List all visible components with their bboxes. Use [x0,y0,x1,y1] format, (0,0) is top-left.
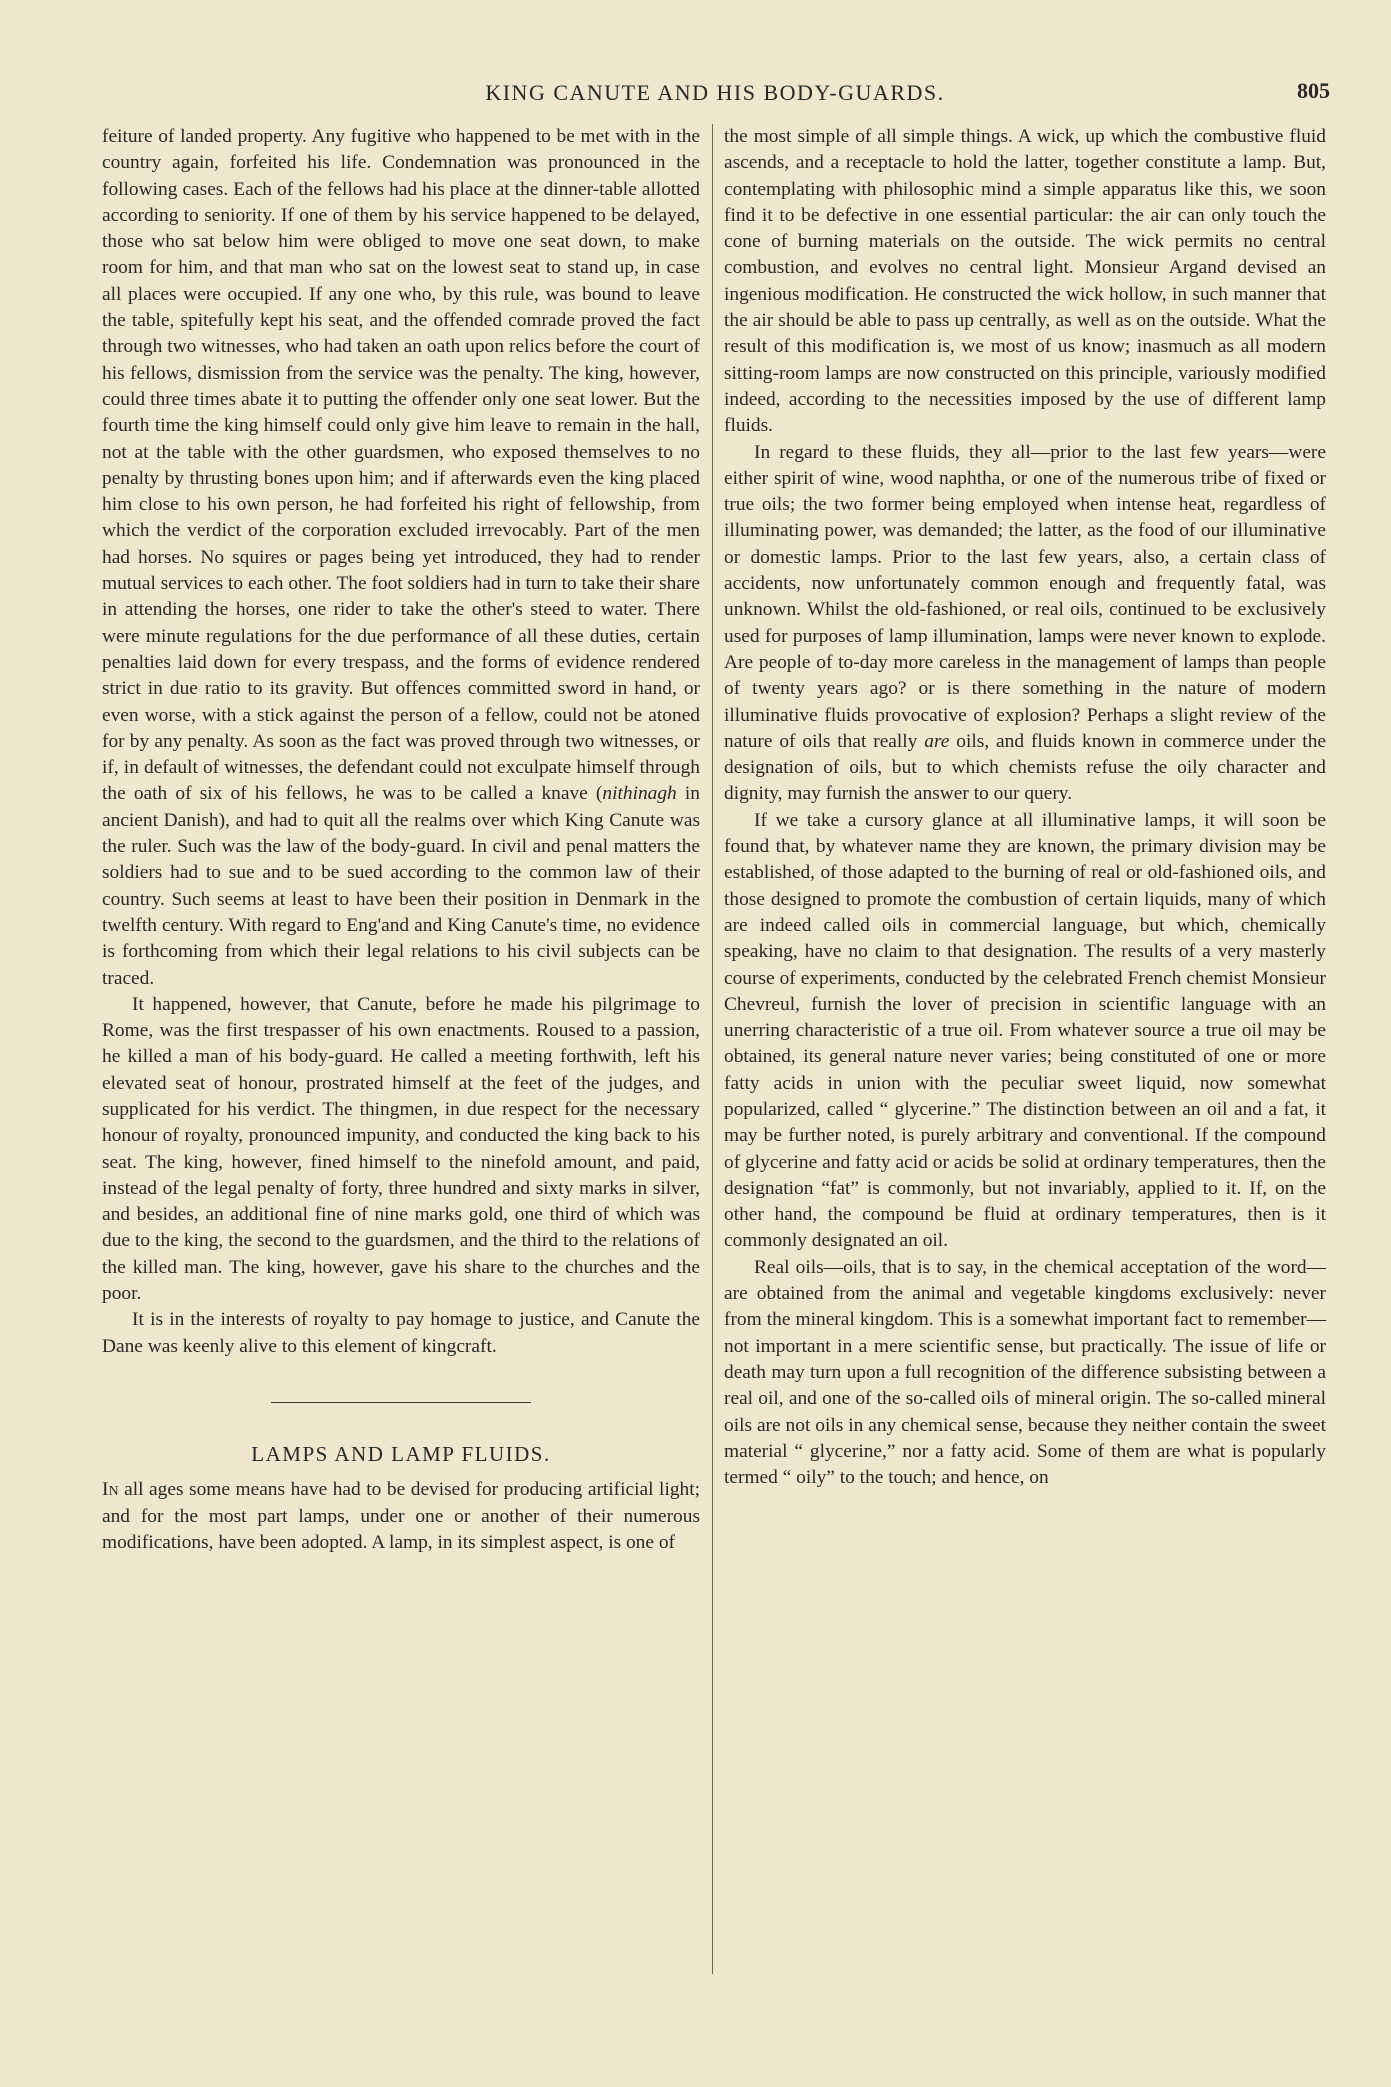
text-run: feiture of landed property. Any fugitive who happened to be met with in the country again, forfeited his life. Condemnation was pronounced in the following cases. Each of the fellows had his place at the dinner-table allotted according to seniority. If one of them by his service happened to be delayed, those who sat below him were obliged to move one seat down, to make room for him, and that man who sat on the lowest seat to stand up, in case all places were occupied. If any one who, by this rule, was bound to leave the table, spitefully kept his seat, and the offended comrade proved the fact through two witnesses, who had taken an oath upon relics before the court of his fellows, dismission from the service was the penalty. The king, however, could three times abate it to putting the offender only one seat lower. But the fourth time the king himself could only give him leave to remain in the hall, not at the table with the other guardsmen, who exposed themselves to no penalty by thrusting bones upon him; and if afterwards even the king placed him close to his own person, he had forfeited his right of fellowship, from which the verdict of the corporation excluded irrevocably. Part of the men had horses. No squires or pages being yet introduced, they had to render mutual services to each other. The foot soldiers had in turn to take their share in attending the horses, one rider to take the other's steed to water. There were minute regulations for the due performance of all these duties, certain penalties laid down for every trespass, and the forms of evidence rendered strict in due ratio to its gravity. But offences committed sword in hand, or even worse, with a stick against the person of a fellow, could not be atoned for by any penalty. As soon as the fact was proved through two witnesses, or if, in default of witnesses, the defendant could not exculpate himself through the oath of six of his fellows, he was to be called a knave ( [102,126,700,805]
section-heading: LAMPS AND LAMP FLUIDS. [251,1441,551,1466]
paragraph [724,440,1326,808]
paragraph [102,1477,700,1556]
column-rule [712,124,713,1974]
text-run: in ancient Danish), and had to quit all the realms over which King Canute was the ruler. Such was the law of the body-guard. In civil and penal matters the soldiers had to sue and to be sued according to the common law of their country. Such seems at least to have been their position in Denmark in the twelfth century. With regard to Eng'and and King Canute's time, no evidence is forthcoming from which their legal relations to his civil subjects can be traced. [102,783,700,989]
paragraph [102,124,700,992]
paragraph: It happened, however, that Canute, before he made his pilgrimage to Rome, was the first trespasser of his own enactments. Roused to a passion, he killed a man of his body-guard. He called a meeting forthwith, left his elevated seat of honour, prostrated himself at the feet of the judges, and supplicated for his verdict. The thingmen, in due respect for the necessary honour of royalty, pronounced impunity, and conducted the king back to his seat. The king, however, fined himself to the ninefold amount, and paid, instead of the legal penalty of forty, three hundred and sixty marks in silver, and besides, an additional fine of nine marks gold, one third of which was due to the king, the second to the guardsmen, and the third to the relations of the killed man. The king, however, gave his share to the churches and the poor. [102,993,700,1305]
drop-lead: In [102,1479,119,1501]
text-run: oils, and fluids known in commerce under the designation of oils, but to which chemists refuse the oily character and dignity, may furnish the answer to our query. [724,730,1326,805]
paragraph: Real oils—oils, that is to say, in the chemical acceptation of the word—are obtained from the animal and vegetable kingdoms exclusively: never from the mineral kingdom. This is a somewhat important fact to remember—not important in a mere scientific sense, but practically. The issue of life or death may turn upon a full recognition of the difference subsisting between a real oil, and one of the so-called oils of mineral origin. The so-called mineral oils are not oils in any chemical sense, because they neither contain the sweet material “ glycerine,” nor a fatty acid. Some of them are what is popularly termed “ oily” to the touch; and hence, on [724,1256,1326,1489]
section-divider [271,1402,531,1403]
paragraph: the most simple of all simple things. A wick, up which the combustive fluid ascends, and a receptacle to hold the latter, together constitute a lamp. But, contemplating with philosophic mind a simple apparatus like this, we soon find it to be defective in one essential particular: the air can only touch the cone of burning materials on the outside. The wick permits no central combustion, and evolves no central light. Monsieur Argand devised an ingenious modification. He constructed the wick hollow, in such manner that the air should be able to pass up centrally, as well as on the outside. What the result of this modification is, we most of us know; inasmuch as all modern sitting-room lamps are now constructed on this principle, variously modified indeed, according to the necessities imposed by the use of different lamp fluids. [724,126,1326,437]
paragraph: If we take a cursory glance at all illuminative lamps, it will soon be found that, by whatever name they are known, the primary division may be established, of those adapted to the burning of real or old-fashioned oils, and those designed to promote the combustion of certain liquids, many of which are indeed called oils in commercial language, but which, chemically speaking, have no claim to that designation. The results of a very masterly course of experiments, conducted by the celebrated French chemist Monsieur Chevreul, furnish the lover of precision in scientific language with an unerring characteristic of a true oil. From whatever source a true oil may be obtained, its general nature never varies; being constituted of one or more fatty acids in union with the peculiar sweet liquid, now somewhat popularized, called “ glycerine.” The distinction between an oil and a fat, it may be further noted, is purely arbitrary and conventional. If the compound of glycerine and fatty acid or acids be solid at ordinary temperatures, then the designation “fat” is commonly, but not invariably, applied to it. If, on the other hand, the compound be fluid at ordinary temperatures, then is it commonly designated an oil. [724,809,1326,1252]
page-number: 805 [1297,78,1330,103]
right-column [724,124,1326,1491]
running-title: KING CANUTE AND HIS BODY-GUARDS. [485,80,945,105]
paragraph: It is in the interests of royalty to pay homage to justice, and Canute the Dane was keenly alive to this element of kingcraft. [102,1309,700,1357]
text-run: all ages some means have had to be devised for producing artificial light; and for the most part lamps, under one or another of their numerous modifications, have been adopted. A lamp, in its simplest aspect, is one of [102,1479,700,1553]
italic-term: nithinagh [602,783,677,805]
running-head [100,78,1330,108]
left-column [102,124,700,1556]
text-run: In regard to these fluids, they all—prior to the last few years—were either spirit of wine, wood naphtha, or one of the numerous tribe of fixed or true oils; the two former being employed when intense heat, regardless of illuminating power, was demanded; the latter, as the food of our illuminative or domestic lamps. Prior to the last few years, also, a certain class of accidents, now unfortunately common enough and frequently fatal, was unknown. Whilst the old-fashioned, or real oils, continued to be exclusively used for purposes of lamp illumination, lamps were never known to explode. Are people of to-day more careless in the management of lamps than people of twenty years ago? or is there something in the nature of modern illuminative fluids provocative of explosion? Perhaps a slight review of the nature of oils that really [724,441,1326,752]
italic-term: are [924,730,950,752]
